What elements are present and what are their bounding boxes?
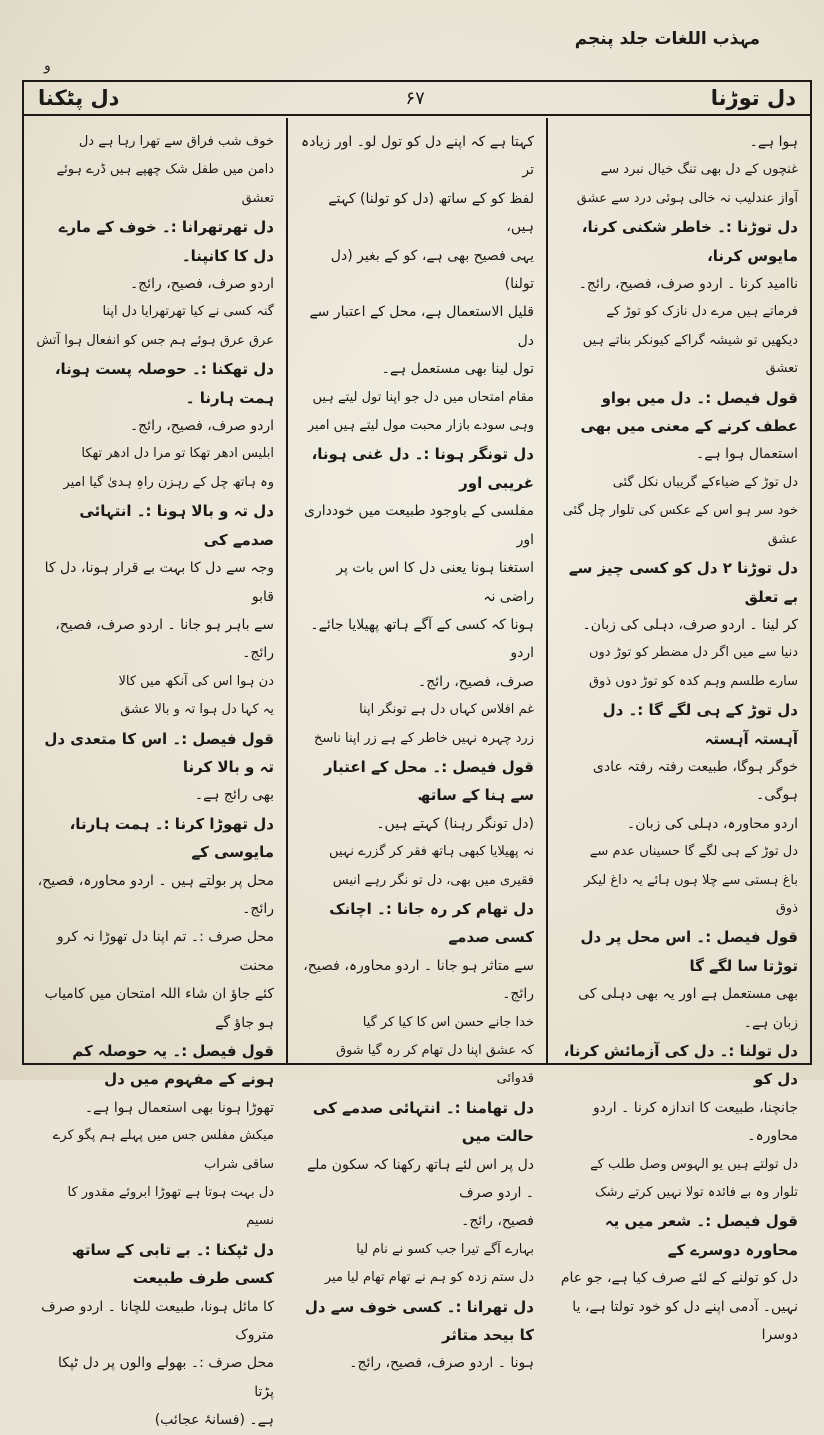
entry-line: دل تونگر ہونا :۔ دل غنی ہونا، غریبی اور: [311, 445, 534, 492]
running-head: مہذب اللغات جلد پنجم: [574, 29, 760, 49]
verse-line: سارے طلسم وہم کدہ کو توڑ دوں ذوق: [588, 673, 798, 689]
verse-line: نہ پھیلایا کبھی ہاتھ فقر کر گزرے نہیں: [328, 844, 534, 860]
verse-line: دن ہوا اس کی آنکھ میں کالا: [118, 673, 274, 689]
entry-line: قول فیصل :۔ یہ حوصلہ کم ہونے کے مفہوم میں دل: [72, 1042, 274, 1089]
header-band: [24, 82, 810, 116]
entry-line: دل تھرتھرانا :۔ خوف کے مارے دل کا کانپنا۔: [58, 218, 274, 265]
verse-line: دل تولتے ہیں یو الہوس وصل طلب کے: [590, 1156, 798, 1172]
verse-line: فقیری میں بھی، دل تو نگر رہے انیس: [332, 872, 534, 888]
entry-line: قول فیصل :۔ محل کے اعتبار سے ہنا کے ساتھ: [323, 757, 534, 805]
right-headword: دل توڑنا: [710, 86, 796, 110]
column-middle: [286, 118, 548, 1372]
entry-line: قول فیصل :۔ اس کا متعدی دل تہ و بالا کرنا: [44, 729, 274, 776]
verse-line: مقام امتحاں میں دل جو اپنا تول لیتے ہیں: [312, 389, 534, 405]
entry-line: دل تولنا :۔ دل کی آزمائش کرنا، دل کو: [563, 1042, 798, 1089]
verse-line: باغ ہستی سے چلا ہوں ہائے یہ داغ لیکر ذوق: [584, 872, 798, 916]
text-line: محل پر بولتے ہیں ۔ اردو محاورہ، فصیح، رائج۔: [37, 872, 274, 917]
verse-line: دنیا سے میں اگر دل مضطر کو توڑ دوں: [588, 645, 798, 661]
text-line: اردو صرف، فصیح، رائج۔: [129, 418, 274, 435]
page-frame: [22, 80, 812, 1429]
page-number: ۶۷: [405, 87, 425, 109]
verse-line: دل توڑ کے ضیاءکے گریباں نکل گئی: [612, 474, 798, 490]
verse-line: تلوار وہ بے فائدہ تولا نہیں کرتے رشک: [594, 1185, 798, 1201]
text-line: دل پر اس لئے ہاتھ رکھنا کہ سکون ملے ۔ اردو صرف: [306, 1156, 534, 1202]
verse-line: عرق عرق ہوئے ہم جس کو انفعال ہوا آتش: [36, 332, 274, 348]
entry-line: دل تہ و بالا ہونا :۔ انتہائی صدمے کی: [79, 502, 274, 549]
verse-line: یہ کہا دل ہوا تہ و بالا عشق: [120, 702, 274, 718]
text-line: ہونا ۔ اردو صرف، فصیح، رائج۔: [349, 1355, 534, 1372]
text-line: لفظ کو کے ساتھ (دل کو تولنا) کہتے ہیں،: [328, 190, 534, 236]
text-line: محل صرف :۔ تم اپنا دل تھوڑا نہ کرو محنت: [56, 929, 274, 974]
text-line: تول لینا بھی مستعمل ہے۔: [381, 361, 534, 378]
verse-line: زرد چہرہ نہیں خاطر کے ہے زر اپنا ناسخ: [314, 730, 534, 746]
verse-line: غنچوں کے دل بھی تنگ خیال نبرد سے: [600, 162, 798, 178]
verse-line: کہ عشق اپنا دل تھام کر رہ گیا شوق قدوائی: [335, 1043, 534, 1087]
text-line: مفلسی کے باوجود طبیعت میں خودداری اور: [304, 503, 534, 548]
text-line: استغنا ہونا یعنی دل کا اس بات پر راضی نہ: [336, 560, 534, 605]
text-line: ہے۔ (فسانۂ عجائب): [154, 1412, 274, 1429]
text-line: خوگر ہوگا، طبیعت رفتہ رفتہ عادی ہوگی۔: [592, 758, 798, 804]
verse-line: گنہ کسی نے کیا تھرتھرایا دل اپنا: [102, 304, 274, 320]
text-line: سے باہر ہو جانا ۔ اردو صرف، فصیح، رائج۔: [55, 616, 274, 662]
text-line: سے متاثر ہو جانا ۔ اردو محاورہ، فصیح، رائج۔: [303, 957, 534, 1003]
corner-mark: و: [44, 58, 51, 74]
column-right: [548, 118, 810, 1344]
verse-line: ابلیس ادھر تھکا تو مرا دل ادھر تھکا: [81, 446, 274, 462]
entry-line: دل توڑنا :۔ خاطر شکنی کرنا، مایوس کرنا،: [581, 218, 798, 265]
text-line: کئے جاؤ ان شاء اللہ امتحان میں کامیاب ہو جاؤ گے: [44, 986, 274, 1031]
text-line: بھی رائج ہے۔: [194, 787, 274, 804]
text-line: کا مائل ہونا، طبیعت للچانا ۔ اردو صرف متروک: [41, 1298, 274, 1344]
entry-line: دل توڑنا ٢ دل کو کسی چیز سے بے تعلق: [568, 559, 798, 606]
entry-line: قول فیصل :۔ شعر میں یہ محاورہ دوسرے کے: [604, 1212, 798, 1259]
verse-line: غم افلاس کہاں دل ہے تونگر اپنا: [359, 702, 534, 718]
left-headword: دل پٹکنا: [38, 86, 120, 110]
verse-line: دل توڑ کے ہی لگے گا حسیناں عدم سے: [589, 844, 798, 860]
text-line: نہیں۔ آدمی اپنے دل کو خود تولتا ہے، یا دوسرا: [572, 1298, 798, 1344]
text-line: اردو محاورہ، دہلی کی زبان۔: [627, 815, 798, 832]
entry-line: دل تھرانا :۔ کسی خوف سے دل کا بیحد متاثر: [304, 1297, 534, 1345]
column-left: [24, 118, 286, 1429]
entry-line: دل تھوڑا کرنا :۔ ہمت ہارنا، مایوسی کے: [69, 814, 274, 862]
text-line: جانچنا، طبیعت کا اندازہ کرنا ۔ اردو محاورہ۔: [593, 1099, 798, 1145]
text-line: فصیح، رائج۔: [461, 1213, 534, 1230]
text-line: وجہ سے دل کا بہت بے قرار ہونا، دل کا قابو: [44, 560, 274, 605]
text-line: قلیل الاستعمال ہے، محل کے اعتبار سے دل: [309, 304, 534, 349]
entry-line: دل تھکنا :۔ حوصلہ پست ہونا، ہمت ہارنا ۔: [54, 360, 274, 407]
text-line: ہونا کہ کسی کے آگے ہاتھ پھیلایا جائے۔ اردو: [310, 616, 534, 662]
text-line: کر لینا ۔ اردو صرف، دہلی کی زبان۔: [582, 616, 798, 633]
verse-line: بہارے آگے تیرا جب کسو نے نام لیا: [356, 1241, 534, 1257]
text-line: صرف، فصیح، رائج۔: [418, 673, 534, 690]
text-line: یہی فصیح بھی ہے، کو کے بغیر (دل تولنا): [330, 247, 534, 293]
columns: [24, 118, 810, 1429]
entry-line: قول فیصل :۔ اس محل پر دل توڑتا سا لگے گا: [580, 928, 798, 975]
text-line: تھوڑا ہونا بھی استعمال ہوا ہے۔: [84, 1099, 274, 1116]
text-line: (دل تونگر رہنا) کہتے ہیں۔: [376, 815, 534, 832]
verse-line: خوف شب فراق سے تھرا رہا ہے دل: [78, 134, 274, 149]
entry-line: قول فیصل :۔ دل میں بواو عطف کرنے کے معنی میں بھی: [580, 388, 798, 436]
text-line: محل صرف :۔ بھولے والوں پر دل ٹپکا پڑتا: [58, 1355, 274, 1400]
verse-line: فرماتے ہیں مرے دل نازک کو توڑ کے: [606, 304, 798, 320]
entry-line: دل تھامنا :۔ انتہائی صدمے کی حالت میں: [312, 1098, 534, 1146]
entry-line: دل ٹپکنا :۔ بے تابی کے ساتھ کسی طرف طبیعت: [71, 1240, 274, 1288]
text-line: استعمال ہوا ہے۔: [696, 446, 798, 463]
verse-line: خود سر ہو اس کے عکس کی تلوار چل گئی عشق: [562, 503, 798, 547]
text-line: اردو صرف، فصیح، رائج۔: [129, 276, 274, 293]
text-line: ناامید کرنا ۔ اردو صرف، فصیح، رائج۔: [578, 276, 798, 293]
verse-line: وہی سودے بازار محبت مول لیتے ہیں امیر: [307, 418, 534, 434]
verse-line: دامن میں طفل شک چھپے ہیں ڈرے ہوئے تعشق: [56, 162, 274, 206]
verse-line: آواز عندلیب نہ خالی ہوئی درد سے عشق: [576, 190, 798, 206]
text-line: دل کو تولنے کے لئے صرف کیا ہے، جو عام: [560, 1270, 798, 1287]
verse-line: خدا جانے حسن اس کا کیا کر گیا: [362, 1014, 534, 1030]
text-line: کہتا ہے کہ اپنے دل کو تول لو۔ اور زیادہ تر: [301, 134, 534, 179]
entry-line: دل تھام کر رہ جانا :۔ اچانک کسی صدمے: [329, 899, 534, 947]
verse-line: دل ستم زدہ کو ہم نے تھام تھام لیا میر: [324, 1270, 534, 1286]
text-line: ہوا ہے۔: [749, 134, 798, 150]
text-line: بھی مستعمل ہے اور یہ بھی دہلی کی زبان ہے۔: [578, 986, 798, 1031]
verse-line: میکش مفلس جس میں پہلے ہم پگو کرے ساقی شراب: [52, 1128, 274, 1172]
entry-line: دل توڑ کے ہی لگے گا :۔ دل آہستہ آہستہ: [602, 701, 798, 748]
verse-line: دل بہت ہوتا ہے تھوڑا ابروئے مقدور کا نسیم: [67, 1185, 274, 1229]
verse-line: وہ ہاتھ چل کے رہزن راہِ ہدیٰ گیا امیر: [63, 474, 274, 490]
verse-line: دیکھیں تو شیشہ گراکے کیونکر بناتے ہیں تعشق: [582, 332, 798, 377]
